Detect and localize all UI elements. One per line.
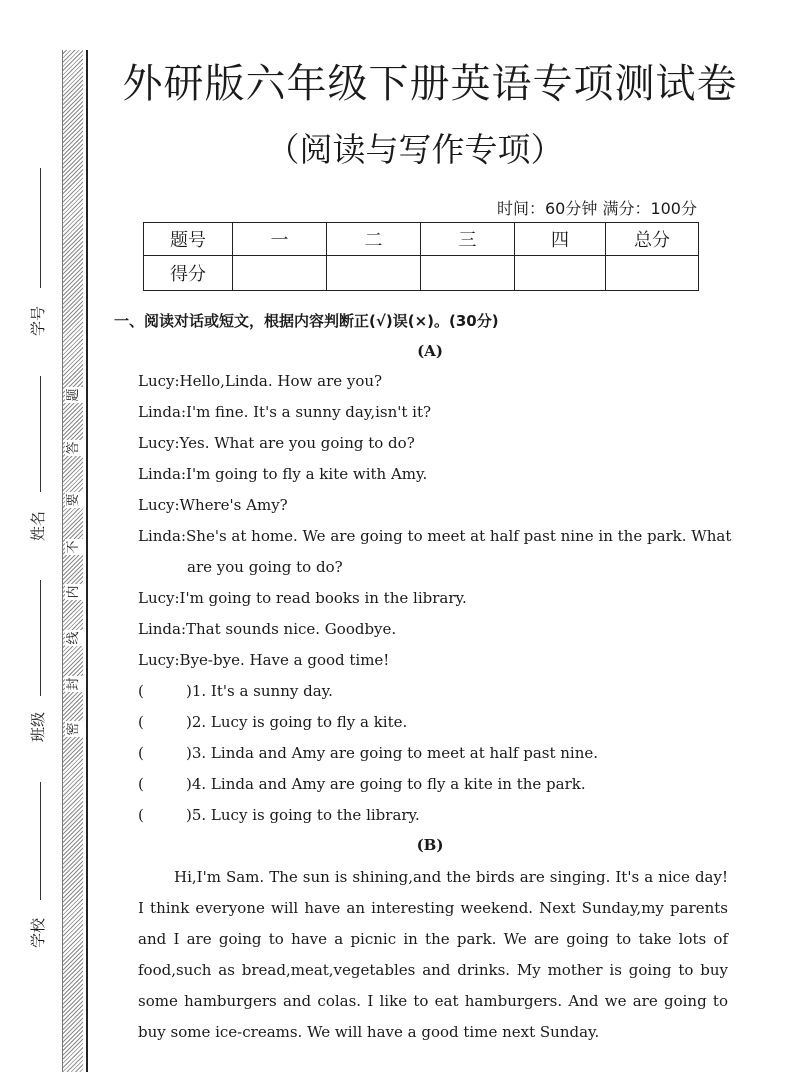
question-text: )2. Lucy is going to fly a kite.: [186, 713, 408, 731]
answer-bracket[interactable]: (: [138, 806, 144, 824]
judgement-question: [138, 682, 333, 700]
binding-margin-line: [86, 50, 88, 1072]
seal-char: 不: [66, 540, 81, 554]
dialogue-line: Linda:I'm going to fly a kite with Amy.: [138, 465, 428, 483]
dialogue-line: Lucy:Where's Amy?: [138, 496, 288, 514]
seal-char: 内: [66, 585, 81, 599]
question-text: )4. Linda and Amy are going to fly a kite in the park.: [186, 775, 586, 793]
score-input-cell[interactable]: [233, 256, 327, 291]
class-label: 班级: [29, 712, 47, 743]
dialogue-line: Lucy:Bye-bye. Have a good time!: [138, 651, 390, 669]
score-table: [143, 222, 699, 291]
seal-char: 题: [66, 388, 81, 402]
binding-margin-hatch: [62, 50, 83, 1072]
dialogue-line: Linda:She's at home. We are going to meet at half past nine in the park. What: [138, 527, 732, 545]
table-cell: 总分: [606, 223, 699, 256]
table-cell: 一: [233, 223, 327, 256]
part-a-label: (A): [417, 342, 443, 360]
seal-char: 线: [66, 631, 81, 645]
student-number-line: [40, 168, 41, 288]
dialogue-line: Linda:That sounds nice. Goodbye.: [138, 620, 397, 638]
time-and-score-info: 时间：60分钟 满分：100分: [497, 199, 697, 218]
seal-char: 封: [66, 677, 81, 691]
judgement-question: [138, 713, 407, 731]
name-label: 姓名: [29, 511, 47, 542]
answer-bracket[interactable]: (: [138, 744, 144, 762]
name-line: [40, 376, 41, 492]
answer-bracket[interactable]: (: [138, 775, 144, 793]
student-number-label: 学号: [29, 306, 47, 337]
table-cell: 四: [515, 223, 606, 256]
question-text: )1. It's a sunny day.: [186, 682, 333, 700]
part-b-label: (B): [416, 836, 444, 854]
score-input-cell[interactable]: [606, 256, 699, 291]
score-table-score-row: [144, 256, 699, 291]
school-line: [40, 782, 41, 900]
score-table-header-row: [144, 223, 699, 256]
section-heading: 一、阅读对话或短文，根据内容判断正(√)误(×)。(30分): [114, 312, 499, 330]
answer-bracket[interactable]: (: [138, 713, 144, 731]
dialogue-line: Lucy:Yes. What are you going to do?: [138, 434, 415, 452]
judgement-question: [138, 806, 420, 824]
seal-char: 答: [66, 441, 81, 455]
answer-bracket[interactable]: (: [138, 682, 144, 700]
dialogue-line: Linda:I'm fine. It's a sunny day,isn't it?: [138, 403, 432, 421]
score-input-cell[interactable]: [421, 256, 515, 291]
judgement-question: [138, 775, 586, 793]
score-input-cell[interactable]: [515, 256, 606, 291]
seal-char: 密: [66, 722, 81, 736]
dialogue-line: Lucy:Hello,Linda. How are you?: [138, 372, 383, 390]
table-cell: 得分: [144, 256, 233, 291]
dialogue-line: Lucy:I'm going to read books in the library.: [138, 589, 467, 607]
score-input-cell[interactable]: [327, 256, 421, 291]
school-label: 学校: [29, 918, 47, 949]
dialogue-line: are you going to do?: [187, 558, 343, 576]
question-text: )3. Linda and Amy are going to meet at half past nine.: [186, 744, 599, 762]
question-text: )5. Lucy is going to the library.: [186, 806, 420, 824]
table-cell: 三: [421, 223, 515, 256]
table-cell: 二: [327, 223, 421, 256]
seal-char: 要: [66, 493, 81, 507]
reading-passage: Hi,I'm Sam. The sun is shining,and the birds are singing. It's a nice day! I think everyone will have an interesting weekend. Next Sunday,my parents and I are going to have a picnic in the park. We are going to take lots of food,such as bread,meat,vegetables and drinks. My mother is going to buy some hamburgers and colas. I like to eat hamburgers. And we are going to buy some ice-creams. We will have a good time next Sunday.: [138, 868, 728, 1041]
page-subtitle: （阅读与写作专项）: [266, 130, 564, 169]
page-title: 外研版六年级下册英语专项测试卷: [122, 61, 738, 107]
class-line: [40, 580, 41, 696]
table-cell: 题号: [144, 223, 233, 256]
judgement-question: [138, 744, 598, 762]
